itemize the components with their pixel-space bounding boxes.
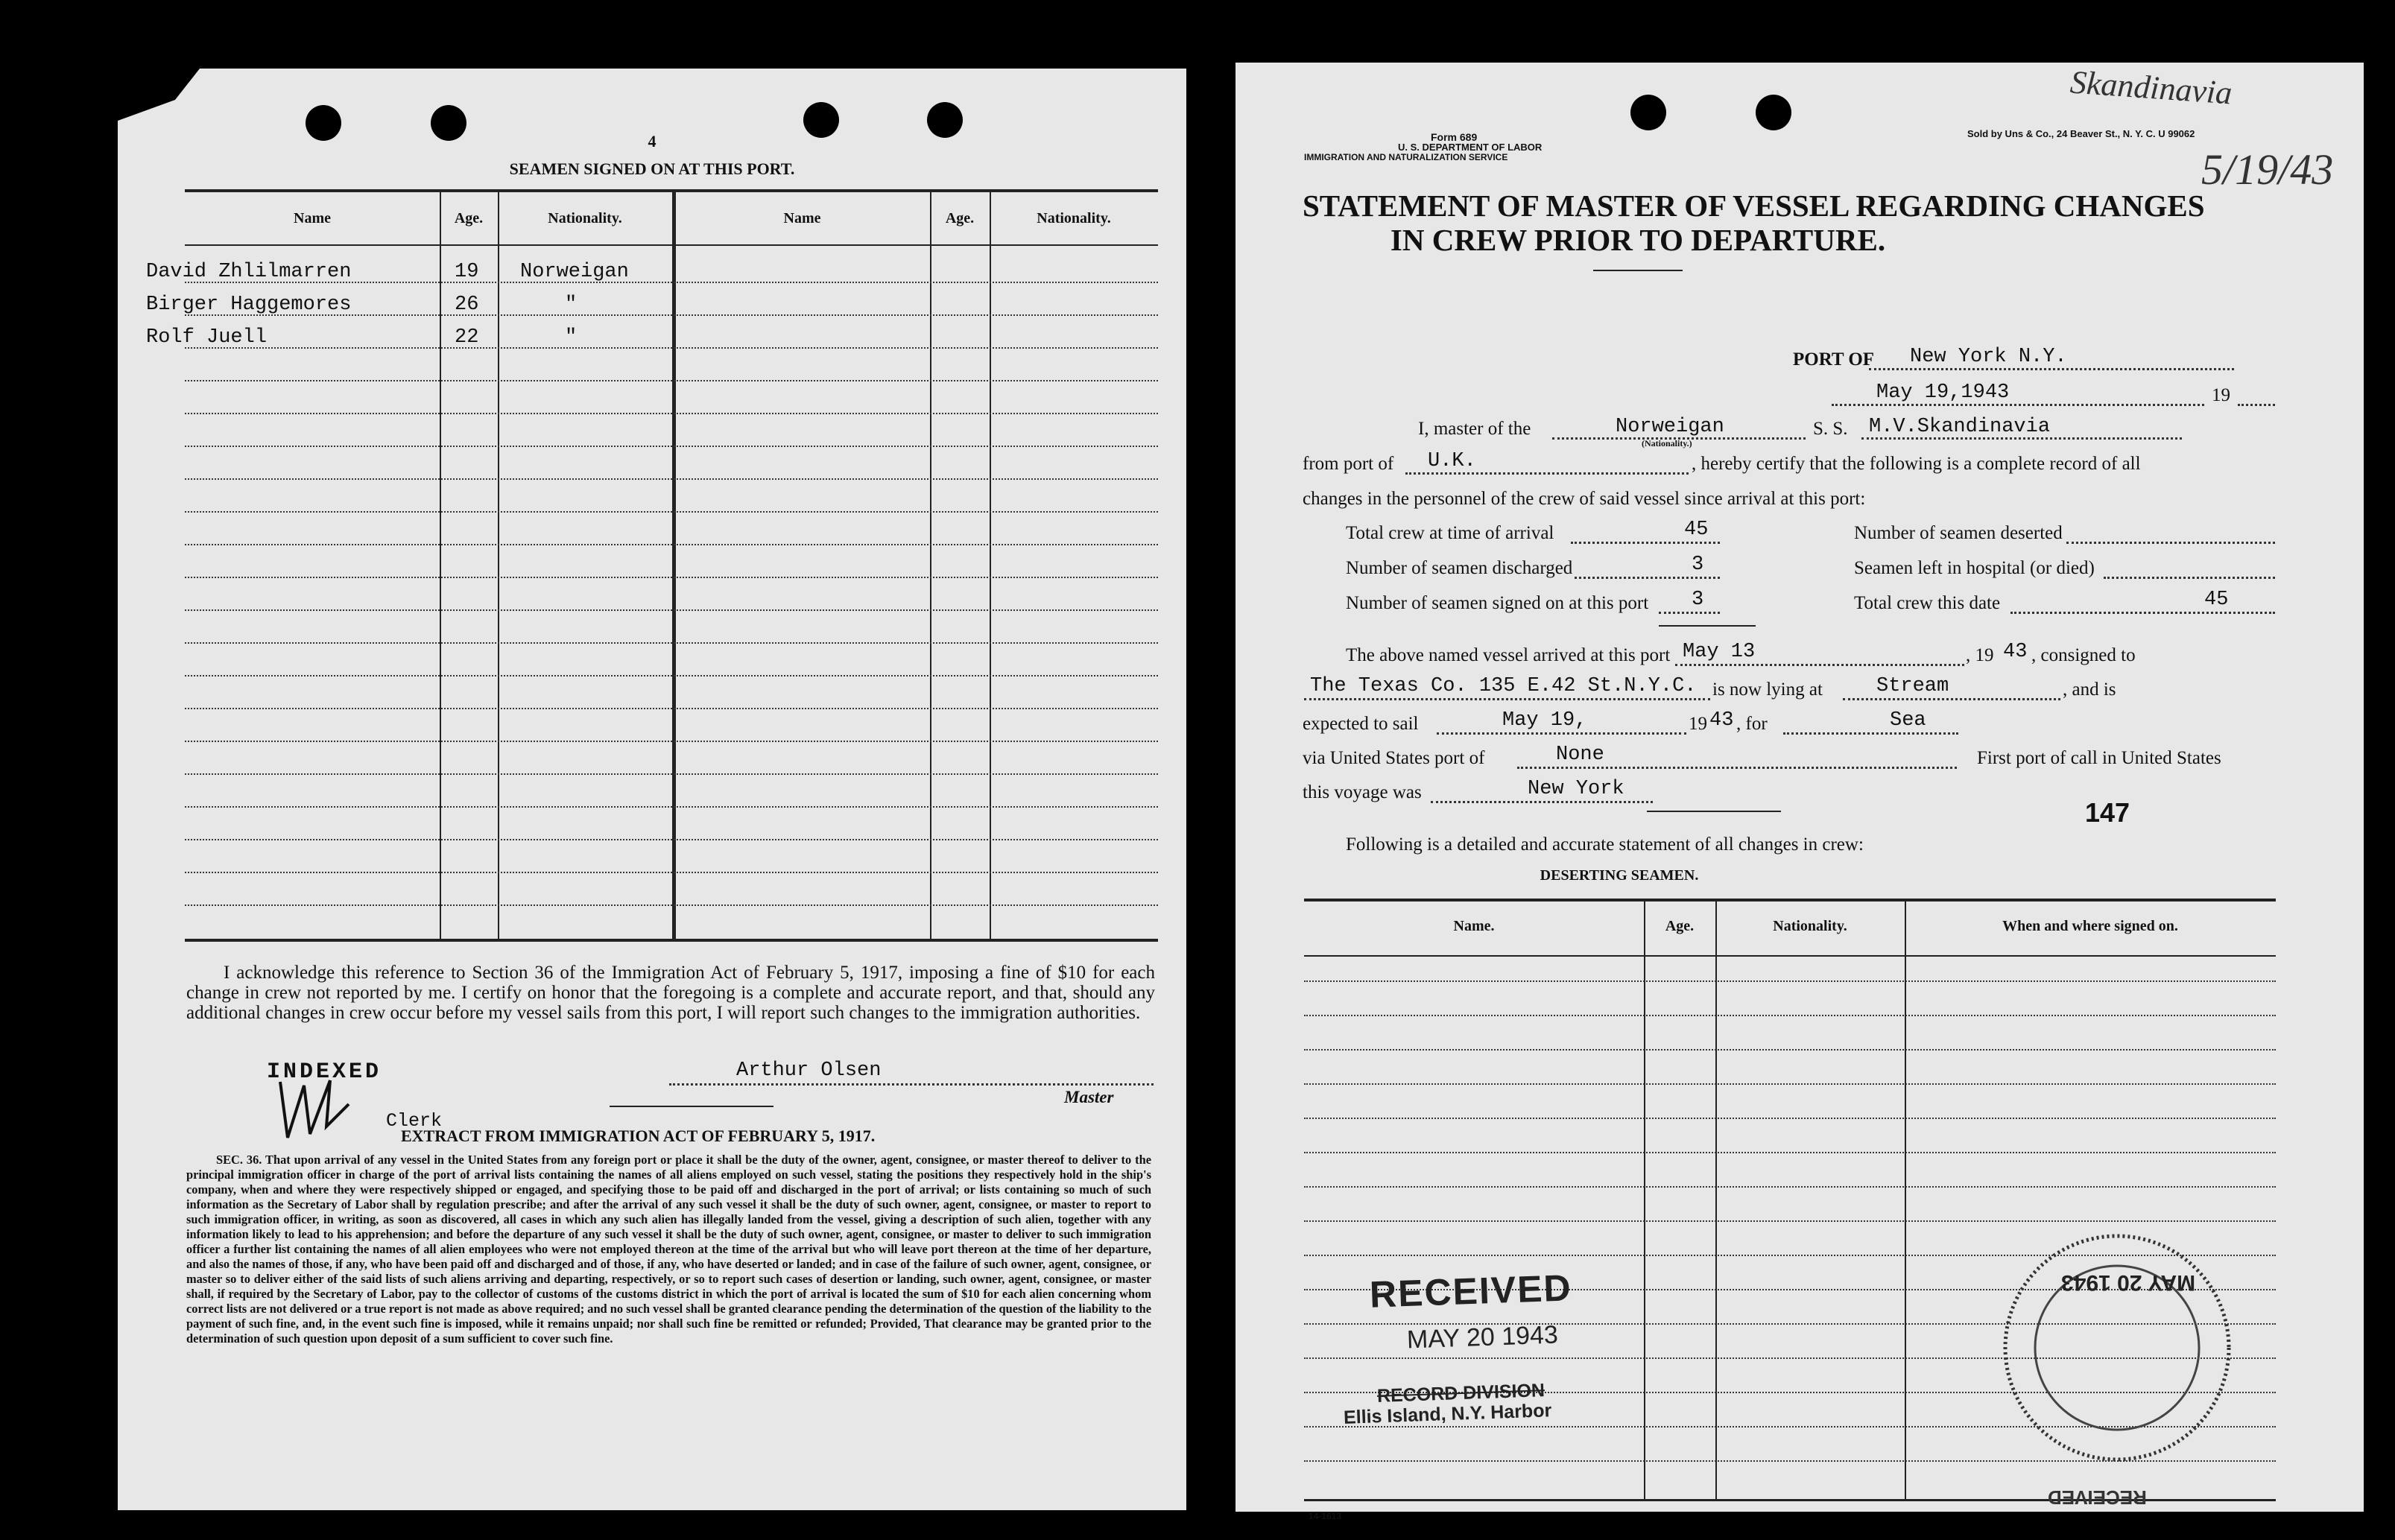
punch-hole: [1630, 95, 1666, 130]
row-rule: [185, 806, 1158, 808]
row-rule: [1304, 1186, 2276, 1188]
signed-on-value: 3: [1692, 589, 1704, 611]
handwritten-vessel-name: Skandinavia: [2069, 63, 2233, 112]
received-division: RECORD DIVISION: [1376, 1380, 1545, 1407]
department: U. S. DEPARTMENT OF LABOR: [1398, 142, 1543, 153]
seaman-nationality: Norweigan: [520, 261, 629, 283]
row-rule: [185, 904, 1158, 906]
total-date-label: Total crew this date: [1854, 593, 2001, 613]
via-value: None: [1556, 744, 1604, 766]
table-title: SEAMEN SIGNED ON AT THIS PORT.: [509, 159, 795, 178]
received-title: RECEIVED: [1369, 1267, 1573, 1316]
expected-label: expected to sail: [1303, 714, 1419, 734]
expected-value: May 19,: [1502, 709, 1587, 732]
left-page: [118, 69, 1186, 1510]
discharged-label: Number of seamen discharged: [1346, 558, 1573, 578]
row-rule: [185, 380, 1158, 381]
row-rule: [185, 413, 1158, 414]
first-port-label: First port of call in United States: [1977, 748, 2221, 768]
nationality-value: Norweigan: [1616, 416, 1724, 438]
header-age: Age.: [454, 210, 484, 226]
lying-label: is now lying at: [1712, 679, 1823, 700]
service: IMMIGRATION AND NATURALIZATION SERVICE: [1304, 152, 1508, 162]
seaman-nationality: ": [565, 294, 578, 316]
header-name: Name.: [1453, 918, 1495, 934]
row-rule: [1304, 1118, 2276, 1119]
consigned-label: , consigned to: [2031, 645, 2136, 665]
from-port-value: U.K.: [1428, 450, 1476, 472]
seaman-nationality: ": [565, 326, 578, 349]
and-is-label: , and is: [2063, 679, 2116, 700]
row-rule: [185, 675, 1158, 676]
from-port-label: from port of: [1303, 454, 1394, 474]
clerk-initials: [274, 1074, 356, 1141]
vessel-value: M.V.Skandinavia: [1869, 416, 2051, 438]
row-rule: [1304, 1152, 2276, 1153]
row-rule: [185, 511, 1158, 513]
row-rule: [185, 839, 1158, 840]
row-rule: [185, 446, 1158, 447]
header-when-where: When and where signed on.: [2002, 918, 2178, 934]
lying-value: Stream: [1876, 675, 1949, 697]
following-text: Following is a detailed and accurate statement of all changes in crew:: [1346, 834, 1864, 855]
punch-hole: [1756, 95, 1791, 130]
expected-year-value: 43: [1709, 709, 1734, 732]
header-age-2: Age.: [945, 210, 975, 226]
master-signature: Arthur Olsen: [736, 1059, 882, 1082]
seaman-age: 22: [455, 326, 479, 349]
header-nationality: Nationality.: [548, 210, 622, 226]
document-number: 147: [2085, 797, 2130, 828]
total-date-value: 45: [2204, 589, 2229, 611]
header-name: Name: [294, 210, 331, 226]
expected-year-prefix: 19: [1689, 714, 1707, 734]
received-mirror-stamp: RECEIVED: [2048, 1486, 2147, 1509]
row-rule: [185, 544, 1158, 545]
form-title-line1: STATEMENT OF MASTER OF VESSEL REGARDING CHANGES: [1303, 188, 2205, 223]
row-rule: [185, 478, 1158, 480]
ss-label: S. S.: [1813, 419, 1848, 439]
arrived-year-value: 43: [2003, 641, 2028, 663]
acknowledgement-text: I acknowledge this reference to Section 36 of the Immigration Act of February 5, 1917, imposing a fine of $10 for each change in crew not reported by me. I certify on honor that the foregoing is a complete and accurate report, and that, should any additional changes in crew occur before my vessel sails from this port, I will report such changes to the immigration authorities.: [186, 963, 1155, 1023]
row-rule: [185, 609, 1158, 611]
changes-text: changes in the personnel of the crew of said vessel since arrival at this port:: [1303, 489, 1866, 509]
for-value: Sea: [1890, 709, 1926, 732]
deserted-label: Number of seamen deserted: [1854, 523, 2063, 543]
indexed-stamp: INDEXED: [267, 1059, 382, 1085]
header-nationality-2: Nationality.: [1037, 210, 1111, 226]
via-label: via United States port of: [1303, 748, 1485, 768]
arrived-year-prefix: , 19: [1966, 645, 1994, 665]
header-name-2: Name: [783, 210, 821, 226]
date-value: May 19,1943: [1876, 381, 2010, 404]
right-page: [1236, 63, 2364, 1521]
consignee-value: The Texas Co. 135 E.42 St.N.Y.C.: [1310, 675, 1697, 697]
form-title-line2: IN CREW PRIOR TO DEPARTURE.: [1390, 223, 1886, 257]
year-suffix: 19: [2212, 385, 2230, 405]
row-rule: [185, 347, 1158, 349]
form-code: 14-1613: [1309, 1511, 1342, 1521]
voyage-value: New York: [1528, 778, 1624, 800]
master-of-label: I, master of the: [1418, 419, 1531, 439]
torn-corner: [118, 69, 200, 121]
row-rule: [1304, 1049, 2276, 1051]
row-rule: [1304, 1220, 2276, 1222]
handwritten-date: 5/19/43: [2201, 145, 2334, 194]
signed-on-label: Number of seamen signed on at this port: [1346, 593, 1649, 613]
received-date: MAY 20 1943: [1406, 1320, 1559, 1354]
total-arrival-label: Total crew at time of arrival: [1346, 523, 1554, 543]
clerk-label: Clerk: [386, 1110, 443, 1132]
row-rule: [1304, 980, 2276, 982]
row-rule: [185, 872, 1158, 873]
header-age: Age.: [1665, 918, 1695, 934]
row-rule: [185, 642, 1158, 644]
arrived-value: May 13: [1683, 641, 1756, 663]
nationality-caption: (Nationality.): [1642, 438, 1692, 449]
total-arrival-value: 45: [1684, 519, 1709, 541]
row-rule: [1304, 1015, 2276, 1016]
for-label: , for: [1736, 714, 1768, 734]
row-rule: [185, 577, 1158, 578]
received-location: Ellis Island, N.Y. Harbor: [1343, 1400, 1552, 1428]
certify-text: , hereby certify that the following is a complete record of all: [1692, 454, 2141, 474]
round-stamp-date: MAY 20 1943: [2061, 1270, 2196, 1295]
round-seal-stamp: [1994, 1225, 2240, 1471]
row-rule: [185, 741, 1158, 742]
extract-text: SEC. 36. That upon arrival of any vessel in the United States from any foreign port or place it shall be the duty of the owner, agent, consignee, or master thereof to deliver to the principal immigration officer in charge of the port of arrival lists containing the names of all aliens employed on such vessel, stating the positions they respectively hold in the ship's company, when and where they were respectively shipped or engaged, and specifying those to be paid off and discharged in the port of arrival; or lists containing so much of such information as the Secretary of Labor shall by regulation prescribe; and after the arrival of any such vessel it shall be the duty of such owner, agent, consignee, or master to report to such immigration officer, in writing, as soon as discovered, all cases in which any such alien has illegally landed from the vessel, giving a description of such alien, together with any information likely to lead to his apprehension; and before the departure of any such vessel it shall be the duty of such owner, agent, consignee, or master to deliver to such immigration officer a further list containing the names of all alien employees who were not employed thereon at the time of the arrival but who will leave port thereon at the time of her departure, and also the names of those, if any, who have been paid off and discharged and of those, if any, who have deserted or landed; and in case of the failure of such owner, agent, consignee, or master so to deliver either of the said lists of such aliens arriving and departing, respectively, or so to report such cases of desertion or landing, such owner, agent, consignee, or master shall, if required by the Secretary of Labor, pay to the collector of customs of the customs district in which the port of arrival is located the sum of $10 for each alien concerning whom correct lists are not delivered or a true report is not made as above required; and no such vessel shall be granted clearance pending the determination of the question of the liability to the payment of such fine, and, in the event such fine is imposed, while it remains unpaid; nor shall such fine be remitted or refunded; Provided, That clearance may be granted prior to the determination of such question upon deposit of a sum sufficient to cover such fine.: [186, 1153, 1151, 1346]
vendor: Sold by Uns & Co., 24 Beaver St., N. Y. C. U 99062: [1967, 128, 2195, 139]
deserting-title: DESERTING SEAMEN.: [1540, 867, 1699, 884]
seaman-age: 19: [455, 261, 479, 283]
discharged-value: 3: [1692, 554, 1704, 576]
extract-title: EXTRACT FROM IMMIGRATION ACT OF FEBRUARY 5, 1917.: [401, 1127, 876, 1145]
header-nationality: Nationality.: [1773, 918, 1847, 934]
port-value: New York N.Y.: [1910, 346, 2067, 368]
seaman-age: 26: [455, 294, 479, 316]
seaman-name: David Zhlilmarren: [146, 261, 352, 283]
seaman-name: Rolf Juell: [146, 326, 268, 349]
port-label: PORT OF: [1793, 349, 1875, 370]
page-number: 4: [648, 132, 657, 150]
hospital-label: Seamen left in hospital (or died): [1854, 558, 2095, 578]
row-rule: [185, 773, 1158, 775]
voyage-label: this voyage was: [1303, 782, 1422, 802]
form-number: Form 689: [1431, 131, 1478, 143]
arrived-label: The above named vessel arrived at this port: [1346, 645, 1671, 665]
master-label: Master: [1064, 1088, 1114, 1106]
row-rule: [1304, 1083, 2276, 1085]
row-rule: [185, 708, 1158, 709]
seaman-name: Birger Haggemores: [146, 294, 352, 316]
